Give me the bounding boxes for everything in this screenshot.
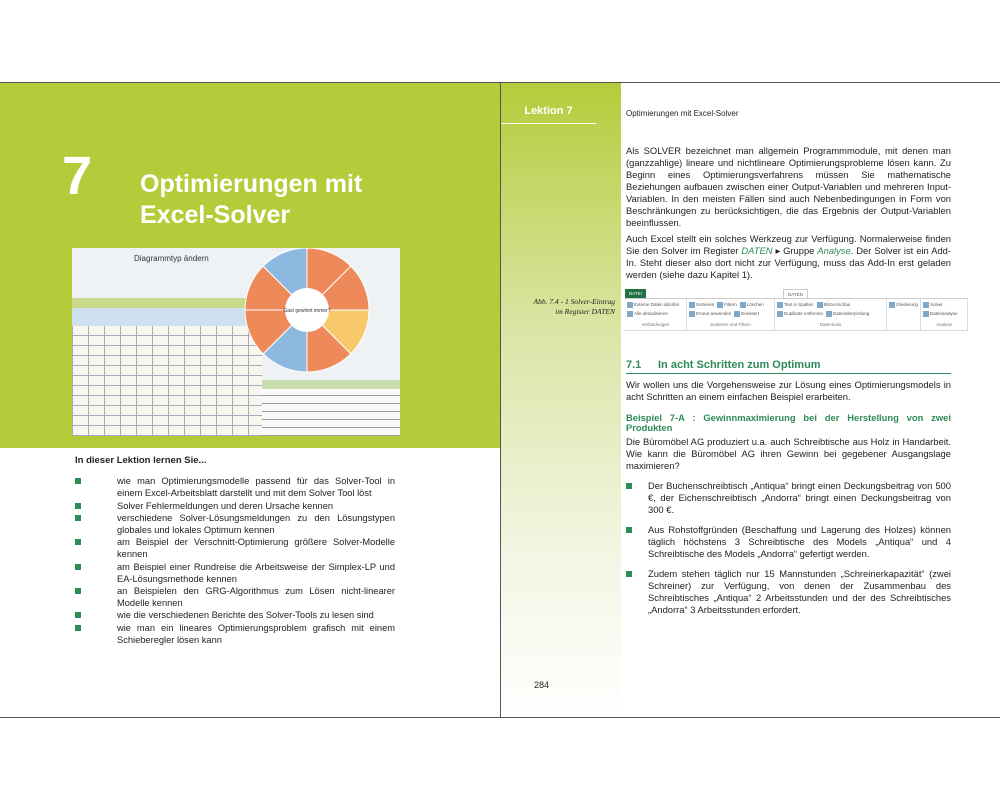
list-item: an Beispielen den GRG-Algorithmus zum Lösen nicht-linearer Modelle kennen	[75, 585, 395, 609]
right-page	[501, 83, 1000, 717]
ribbon-button: Solver	[923, 301, 943, 308]
ribbon-icon	[817, 302, 823, 308]
bullet-icon	[75, 625, 81, 631]
ribbon-group	[687, 299, 775, 330]
ribbon-button: Text in Spalten	[777, 301, 814, 308]
lesson-heading: In dieser Lektion lernen Sie...	[75, 455, 207, 466]
ribbon-icon	[734, 311, 740, 317]
chapter-number: 7	[62, 146, 93, 206]
ribbon-icon	[627, 302, 633, 308]
list-item: verschiedene Solver-Lösungsmeldungen zu den Lösungstypen globales und lokales Optimum kennen	[75, 512, 395, 536]
ribbon-group	[775, 299, 887, 330]
figure-caption: Abb. 7.4 - 1 Solver-Eintrag im Register DATEN	[533, 297, 615, 316]
example-title: Beispiel 7-A : Gewinnmaximierung bei der Herstellung von zwei Produkten	[626, 412, 951, 433]
ribbon-button: Datenanalyse	[923, 310, 958, 317]
ribbon-button: Sortieren	[689, 301, 714, 308]
lesson-list	[75, 475, 395, 646]
ribbon-button: Blitzvorschau	[817, 301, 851, 308]
collage-caption: Diagrammtyp ändern	[134, 254, 209, 263]
page-sidebar	[501, 83, 621, 717]
page-number: 284	[534, 680, 550, 690]
bullet-icon	[75, 564, 81, 570]
ribbon-icon	[923, 302, 929, 308]
example-text: Die Büromöbel AG produziert u.a. auch Schreibtische aus Holz in Handarbeit. Wie kann die Büromöbel AG ihren Gewinn bei gegebener Ausgangslage maximieren?	[626, 436, 951, 471]
intro-text	[626, 145, 951, 285]
bullet-icon	[75, 539, 81, 545]
ribbon-button: Duplikate entfernen	[777, 310, 823, 317]
ribbon-icon	[777, 311, 783, 317]
list-item: wie die verschiedenen Berichte des Solver-Tools zu lesen sind	[75, 609, 395, 621]
list-item: am Beispiel einer Rundreise die Arbeitsweise der Simplex-LP und EA-Lösungsmethode kennen	[75, 561, 395, 585]
chapter-title	[140, 169, 362, 231]
section-body	[626, 379, 951, 624]
list-item: Aus Rohstoffgründen (Beschaffung und Lagerung des Holzes) können täglich höchstens 3 Schreibtische des Models „Antiqua“ und 4 Schreibtische des Models „Andorra“ gefertigt werden.	[626, 524, 951, 560]
ribbon-icon	[740, 302, 746, 308]
bullet-icon	[626, 483, 632, 489]
daten-ref: DATEN	[741, 245, 773, 256]
ribbon-group-label: Analyse	[935, 322, 952, 327]
ribbon-icon	[689, 311, 695, 317]
analyse-ref: Analyse	[817, 245, 851, 256]
ribbon-icon	[717, 302, 723, 308]
ribbon-button: Erweitert	[734, 310, 759, 317]
example-list	[626, 480, 951, 616]
running-head: Optimierungen mit Excel-Solver	[626, 109, 739, 118]
ribbon-group	[887, 299, 921, 330]
bullet-icon	[75, 612, 81, 618]
lesson-goals	[75, 455, 395, 646]
chapter-title-line: Excel-Solver	[140, 201, 291, 229]
bullet-icon	[626, 571, 632, 577]
chapter-header	[0, 83, 500, 448]
section-heading: 7.1 In acht Schritten zum Optimum	[626, 359, 951, 374]
list-item: Zudem stehen täglich nur 15 Mannstunden „Schreinerkapazität“ (zwei Schreiner) zur Verfügung, von denen der Zusammenbau des Schreibtisches „Antiqua“ 2 Arbeitsstunden und der des Schreibtisches „Andorra“ 3 Arbeitsstunden erfordert.	[626, 568, 951, 616]
tab-daten: DATEN	[783, 289, 808, 299]
excel-ribbon-figure	[623, 289, 968, 331]
section-intro: Wir wollen uns die Vorgehensweise zur Lösung eines Optimierungsmodels in acht Schritten an einem einfachen Beispiel erarbeiten.	[626, 379, 951, 402]
ribbon-group-label: Sortieren und Filtern	[710, 322, 751, 327]
left-page	[0, 83, 501, 717]
lesson-label: Lektion 7	[501, 105, 596, 124]
bullet-icon	[75, 588, 81, 594]
chapter-title-line: Optimierungen mit	[140, 170, 363, 198]
ribbon-group-label: Datentools	[819, 322, 842, 327]
chapter-collage-image	[72, 248, 400, 436]
donut-center-label: Gast gewinnt immer?	[283, 308, 331, 314]
paragraph: Als SOLVER bezeichnet man allgemein Programmmodule, mit denen man (ganzzahlige) lineare und nichtlineare Optimierungsprobleme lösen kann. Zu Beginn eines Optimierungsverfahrens müssen Sie mathematische Beziehungen aufbauen zwischen einer Output-Variablen und mehreren Input-Variablen. In den meisten Fällen sind auch Nebenbedingungen in Form von Beschränkungen zu berücksichtigen, die das Ergebnis der Output-Variablen beeinflussen.	[626, 145, 951, 228]
ribbon-group-label: Verbindungen	[641, 322, 670, 327]
ribbon-group	[625, 299, 687, 330]
ribbon-button: Löschen	[740, 301, 764, 308]
book-spread	[0, 82, 1000, 718]
result-table-image	[262, 380, 400, 436]
bullet-icon	[75, 478, 81, 484]
ribbon-icon	[923, 311, 929, 317]
bullet-icon	[626, 527, 632, 533]
ribbon-group	[921, 299, 968, 330]
list-item: am Beispiel der Verschnitt-Optimierung größere Solver-Modelle kennen	[75, 536, 395, 560]
bullet-icon	[75, 503, 81, 509]
ribbon-icon	[777, 302, 783, 308]
ribbon-button: Externe Daten abrufen	[627, 301, 679, 308]
ribbon-button: Gliederung	[889, 301, 918, 308]
ribbon-icon	[889, 302, 895, 308]
ribbon-button: Alle aktualisieren	[627, 310, 668, 317]
ribbon-icon	[689, 302, 695, 308]
bullet-icon	[75, 515, 81, 521]
list-item: Solver Fehlermeldungen und deren Ursache kennen	[75, 500, 395, 512]
list-item: wie man Optimierungsmodelle passend für das Solver-Tool in einem Excel-Arbeitsblatt darstellt und mit dem Solver Tool löst	[75, 475, 395, 499]
donut-image	[232, 248, 382, 378]
list-item: Der Buchenschreibtisch „Antiqua“ bringt einen Deckungsbeitrag von 500 €, der Eichenschreibtisch „Andorra“ bringt einen Deckungsbeitrag von 300 €.	[626, 480, 951, 516]
ribbon-button: Erneut anwenden	[689, 310, 731, 317]
ribbon-icon	[627, 311, 633, 317]
paragraph: Auch Excel stellt ein solches Werkzeug zur Verfügung. Normalerweise finden Sie den Solver im Register DATEN ▸ Gruppe Analyse. Der Solver ist ein Add-In. Steht dieser also dort nicht zur Verfügung, muss das Add-In erst geladen werden (siehe dazu Kapitel 1).	[626, 233, 951, 280]
ribbon-button: Filtern	[717, 301, 737, 308]
list-item: wie man ein lineares Optimierungsproblem grafisch mit einem Schieberegler lösen kann	[75, 622, 395, 646]
ribbon-icon	[826, 311, 832, 317]
ribbon-button: Datenüberprüfung	[826, 310, 869, 317]
tab-datei: DATEI	[625, 289, 646, 298]
